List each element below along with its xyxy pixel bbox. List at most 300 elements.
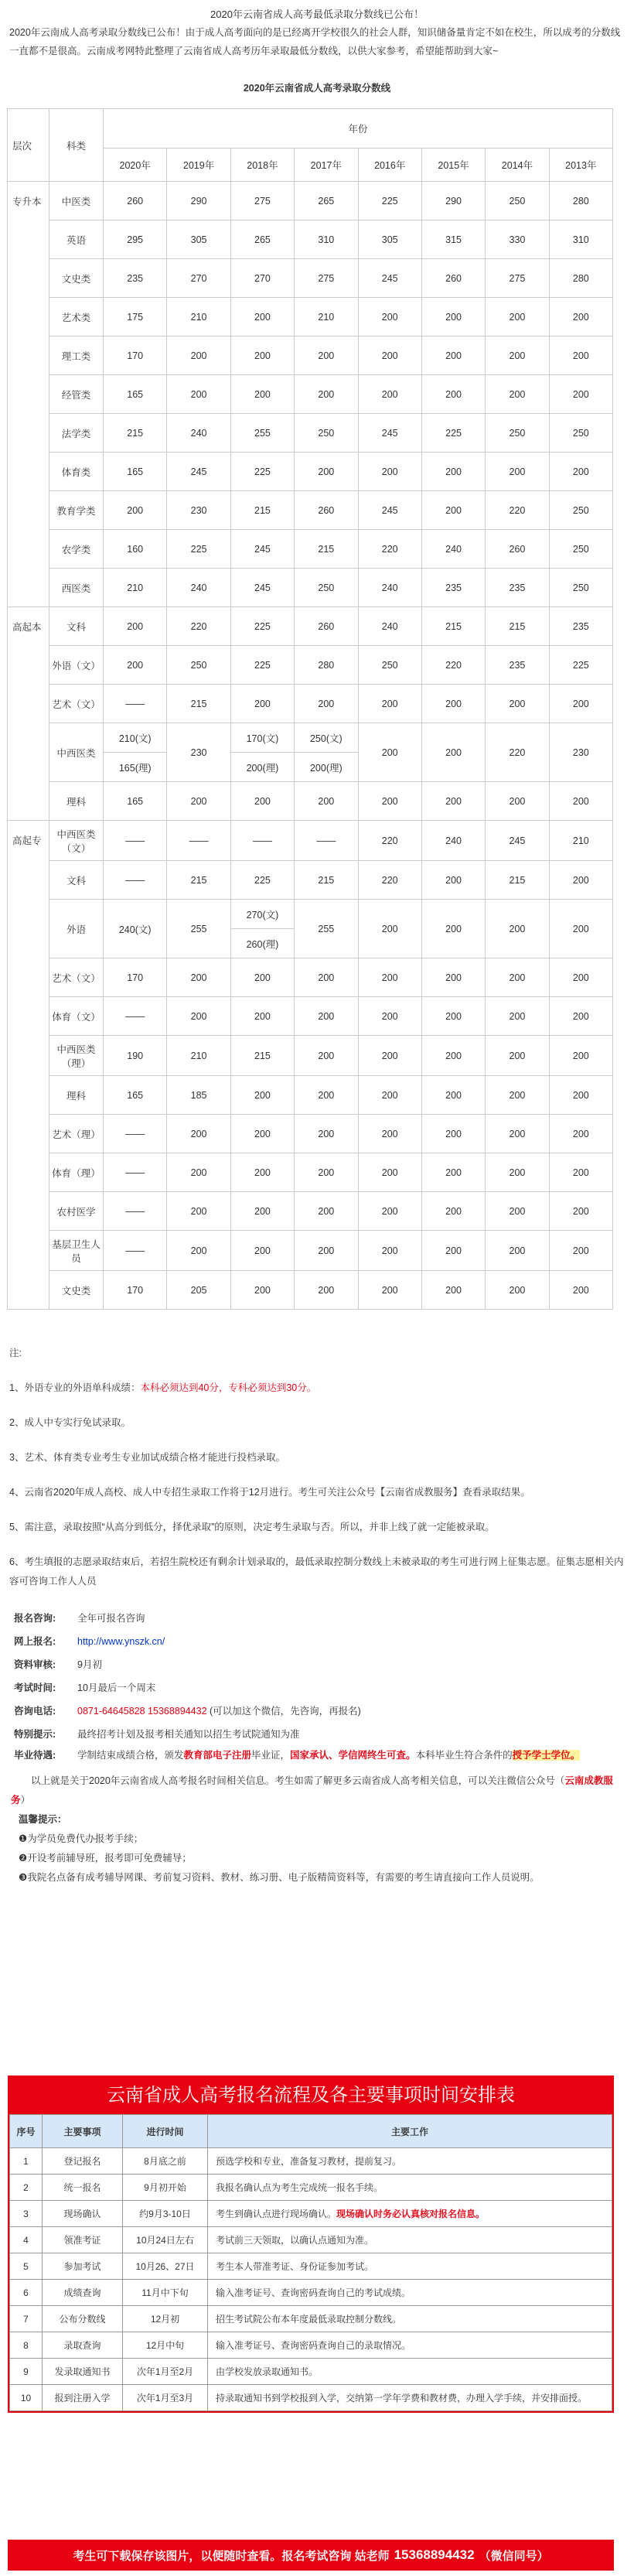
subject-cell: 西医类 xyxy=(49,569,104,607)
schedule-no: 3 xyxy=(10,2201,43,2227)
table-row xyxy=(8,1231,613,1271)
value-cell: 215 xyxy=(486,861,549,900)
value-cell: 200 xyxy=(421,491,485,530)
value-cell: 170 xyxy=(104,337,167,375)
contact-value: 最终招考计划及报考相关通知以招生考试院通知为准 xyxy=(77,1728,300,1740)
value-cell: 220 xyxy=(167,607,230,646)
value-cell: 200 xyxy=(549,1153,612,1192)
value-cell: 200 xyxy=(486,1192,549,1231)
value-cell: 200 xyxy=(295,1076,358,1115)
value-cell: 260 xyxy=(295,491,358,530)
value-cell: 200 xyxy=(549,685,612,723)
table-row xyxy=(8,782,613,821)
contact-key: 特别提示: xyxy=(14,1728,56,1740)
value-cell: 220 xyxy=(358,530,421,569)
schedule-item: 成绩查询 xyxy=(43,2280,123,2306)
value-cell: 275 xyxy=(486,259,549,298)
table-row xyxy=(8,182,613,220)
header-year: 年份 xyxy=(104,109,613,149)
value-cell: 290 xyxy=(421,182,485,220)
schedule-work-text: 考试前三天领取，以确认点通知为准。 xyxy=(216,2235,374,2246)
table-row xyxy=(8,1192,613,1231)
value-cell: 215 xyxy=(167,685,230,723)
schedule-time: 12月初 xyxy=(123,2306,208,2332)
value-cell: 200 xyxy=(549,1231,612,1271)
value-cell: 260 xyxy=(421,259,485,298)
value-cell: 200 xyxy=(549,1115,612,1153)
schedule-work xyxy=(208,2332,612,2359)
schedule-row xyxy=(10,2332,612,2359)
value-cell: 245 xyxy=(230,569,294,607)
value-cell: 245 xyxy=(358,491,421,530)
subject-cell: 教育学类 xyxy=(49,491,104,530)
value-cell: 205 xyxy=(167,1271,230,1310)
schedule-time: 12月中旬 xyxy=(123,2332,208,2359)
footer-banner xyxy=(8,2540,614,2571)
value-cell: 200 xyxy=(549,1271,612,1310)
graduation-text: 本科毕业生符合条件的 xyxy=(415,1750,513,1761)
schedule-time: 次年1月至3月 xyxy=(123,2385,208,2411)
note-6: 6、考生填报的志愿录取结束后，若招生院校还有剩余计划录取的，最低录取控制分数线上未被录取的考生可进行网上征集志愿。征集志愿相关内容可咨询工作人人员 xyxy=(9,1556,624,1587)
schedule-time: 次年1月至2月 xyxy=(123,2359,208,2385)
value-cell: 260 xyxy=(295,607,358,646)
intro-paragraph: 2020年云南成人高考录取分数线已公布！由于成人高考面向的是已经离开学校很久的社会人群，知识储备量肯定不如在校生，所以成考的分数线一直都不是很高。云南成考网特此整理了云南省成人高考历年录取最低分数线，以供大家参考，希望能帮助到大家~ xyxy=(9,27,621,56)
value-cell: 215 xyxy=(230,1036,294,1076)
schedule-item: 统一报名 xyxy=(43,2175,123,2201)
value-cell: 280 xyxy=(549,182,612,220)
value-cell: 245 xyxy=(230,530,294,569)
subject-cell: 中西医类（理） xyxy=(49,1036,104,1076)
subject-cell: 中医类 xyxy=(49,182,104,220)
subject-cell: 文史类 xyxy=(49,1271,104,1310)
value-cell: 200 xyxy=(486,1231,549,1271)
value-cell: —— xyxy=(104,1115,167,1153)
schedule-no: 2 xyxy=(10,2175,43,2201)
subject-cell: 法学类 xyxy=(49,414,104,453)
value-cell: 245 xyxy=(358,259,421,298)
value-cell: 200 xyxy=(358,337,421,375)
value-cell: 200 xyxy=(421,1076,485,1115)
value-cell: 240(文) xyxy=(104,900,167,958)
value-cell: 200 xyxy=(167,1115,230,1153)
header-cell: 进行时间 xyxy=(123,2115,208,2148)
level-cell: 高起专 xyxy=(8,821,49,1310)
contact-value: 全年可报名咨询 xyxy=(77,1612,145,1624)
schedule-work-text: 预选学校和专业，准备复习教材，提前复习。 xyxy=(216,2156,402,2167)
contact-key: 咨询电话: xyxy=(14,1705,56,1717)
value-cell: 200 xyxy=(358,782,421,821)
value-cell: 200 xyxy=(486,1271,549,1310)
value-cell: 200 xyxy=(358,1192,421,1231)
value-cell: 200 xyxy=(421,1115,485,1153)
subject-cell: 理科 xyxy=(49,1076,104,1115)
value-cell: 200 xyxy=(486,337,549,375)
closing-text: 以上就是关于2020年云南省成人高考报名时间相关信息。考生如需了解更多云南省成人高考相关信息，可以关注微信公众号（ xyxy=(31,1775,565,1786)
contact-key: 网上报名: xyxy=(14,1635,56,1647)
note-1-highlight: 本科必须达到40分，专科必须达到30分。 xyxy=(140,1382,317,1393)
subject-cell: 艺术（文） xyxy=(49,958,104,997)
value-cell: 220 xyxy=(358,861,421,900)
value-cell: 200 xyxy=(486,685,549,723)
value-cell: 200 xyxy=(549,900,612,958)
value-cell: 200 xyxy=(230,1076,294,1115)
value-cell: 210 xyxy=(167,298,230,337)
schedule-item: 录取查询 xyxy=(43,2332,123,2359)
value-cell: 200 xyxy=(358,375,421,414)
value-cell: 200 xyxy=(358,1036,421,1076)
schedule-no: 8 xyxy=(10,2332,43,2359)
footer-text: 考生可下载保存该图片，以便随时查看。报名考试咨询 xyxy=(73,2549,352,2563)
table-row xyxy=(8,337,613,375)
value-cell: 260 xyxy=(486,530,549,569)
schedule-item: 领准考证 xyxy=(43,2227,123,2253)
schedule-work xyxy=(208,2385,612,2411)
value-cell: 200 xyxy=(230,1115,294,1153)
value-cell: 190 xyxy=(104,1036,167,1076)
value-cell: 200 xyxy=(230,1271,294,1310)
value-cell: 245 xyxy=(167,453,230,491)
value-cell: 215 xyxy=(104,414,167,453)
value-cell: 200 xyxy=(486,453,549,491)
value-cell: 200 xyxy=(421,685,485,723)
value-cell: 225 xyxy=(358,182,421,220)
note-1 xyxy=(9,1379,625,1398)
value-cell: 250 xyxy=(549,414,612,453)
value-cell: 220 xyxy=(486,491,549,530)
schedule-work xyxy=(208,2148,612,2175)
schedule-work xyxy=(208,2175,612,2201)
level-cell: 高起本 xyxy=(8,607,49,821)
subject-cell: 中西医类 xyxy=(49,723,104,782)
value-cell: 305 xyxy=(358,220,421,259)
value-cell: 165 xyxy=(104,1076,167,1115)
value-cell: 225 xyxy=(230,646,294,685)
value-cell: —— xyxy=(104,861,167,900)
value-cell: 215 xyxy=(421,607,485,646)
value-cell: 200 xyxy=(421,1231,485,1271)
value-cell: 235 xyxy=(549,607,612,646)
graduation-text: 学制结束成绩合格，颁发 xyxy=(77,1750,184,1761)
table-row xyxy=(8,1076,613,1115)
value-cell: 200 xyxy=(295,1036,358,1076)
subject-cell: 中西医类（文） xyxy=(49,821,104,861)
value-cell: 255 xyxy=(230,414,294,453)
subject-cell: 外语 xyxy=(49,900,104,958)
schedule-no: 6 xyxy=(10,2280,43,2306)
value-cell: 165 xyxy=(104,375,167,414)
value-cell: 210 xyxy=(295,298,358,337)
value-cell: 270 xyxy=(167,259,230,298)
value-cell: 250 xyxy=(295,569,358,607)
value-cell: 200 xyxy=(549,997,612,1036)
contact-value: 9月初 xyxy=(77,1659,102,1670)
value-cell: 200 xyxy=(421,861,485,900)
value-cell: 200 xyxy=(295,1231,358,1271)
wechat-account: 云南成教服务 xyxy=(11,1775,613,1806)
value-cell: —— xyxy=(104,1153,167,1192)
schedule-work xyxy=(208,2359,612,2385)
table-title: 2020年云南省成人高考录取分数线 xyxy=(243,83,391,94)
value-cell: 270(文) xyxy=(230,900,294,929)
footer-phone: 15368894432 xyxy=(394,2547,475,2562)
header-cell: 主要工作 xyxy=(208,2115,612,2148)
value-cell: 200 xyxy=(358,900,421,958)
graduation-text: 毕业证， xyxy=(251,1750,291,1761)
year-cell: 2016年 xyxy=(358,149,421,182)
value-cell: 270 xyxy=(230,259,294,298)
schedule-item: 公布分数线 xyxy=(43,2306,123,2332)
value-cell: 200 xyxy=(295,1115,358,1153)
value-cell: 225 xyxy=(230,453,294,491)
subject-cell: 农村医学 xyxy=(49,1192,104,1231)
value-cell: —— xyxy=(104,1231,167,1271)
schedule-time: 11月中下旬 xyxy=(123,2280,208,2306)
schedule-no: 10 xyxy=(10,2385,43,2411)
value-cell: 230 xyxy=(167,723,230,782)
value-cell: 200 xyxy=(230,997,294,1036)
value-cell: 200 xyxy=(549,337,612,375)
schedule-row xyxy=(10,2148,612,2175)
value-cell: 230 xyxy=(167,491,230,530)
value-cell: 215 xyxy=(167,861,230,900)
value-cell: 240 xyxy=(167,569,230,607)
value-cell: 200 xyxy=(295,453,358,491)
value-cell: 200 xyxy=(358,997,421,1036)
closing-text-end: ） xyxy=(20,1795,31,1806)
value-cell: 200 xyxy=(167,782,230,821)
value-cell: 220 xyxy=(358,821,421,861)
value-cell: 255 xyxy=(167,900,230,958)
value-cell: 200 xyxy=(295,997,358,1036)
value-cell: 330 xyxy=(486,220,549,259)
value-cell: 200 xyxy=(486,1036,549,1076)
value-cell: 200 xyxy=(486,298,549,337)
table-row xyxy=(8,259,613,298)
value-cell: 200 xyxy=(358,453,421,491)
tail-section xyxy=(0,1771,634,1888)
subject-cell: 体育（理） xyxy=(49,1153,104,1192)
subject-cell: 文科 xyxy=(49,607,104,646)
value-cell: 215 xyxy=(486,607,549,646)
value-cell: 200 xyxy=(549,958,612,997)
subject-cell: 农学类 xyxy=(49,530,104,569)
value-cell: 200 xyxy=(549,861,612,900)
value-cell: 200 xyxy=(421,1153,485,1192)
value-cell: 225 xyxy=(549,646,612,685)
contact-key: 毕业待遇: xyxy=(14,1750,56,1761)
value-cell: 200 xyxy=(486,958,549,997)
schedule-work-text: 考生到确认点进行现场确认。 xyxy=(216,2209,337,2219)
table-row xyxy=(8,958,613,997)
value-cell: 200 xyxy=(486,375,549,414)
value-cell: 200 xyxy=(104,607,167,646)
year-cell: 2015年 xyxy=(421,149,485,182)
schedule-row xyxy=(10,2385,612,2411)
schedule-row xyxy=(10,2280,612,2306)
value-cell: 200 xyxy=(295,337,358,375)
value-cell: 200 xyxy=(167,958,230,997)
value-cell: 185 xyxy=(167,1076,230,1115)
schedule-work-text: 考生本人带准考证、身份证参加考试。 xyxy=(216,2261,374,2272)
value-cell: 200 xyxy=(295,782,358,821)
value-cell: 225 xyxy=(230,861,294,900)
value-cell: 250(文) xyxy=(295,723,358,753)
phone-note: (可以加这个微信，先咨询，再报名) xyxy=(210,1705,361,1717)
notes-section xyxy=(0,1344,634,1591)
value-cell: 200 xyxy=(230,1153,294,1192)
tips-label: 温馨提示： xyxy=(19,1814,67,1825)
value-cell: —— xyxy=(230,821,294,861)
value-cell: 200 xyxy=(421,453,485,491)
value-cell: 315 xyxy=(421,220,485,259)
contact-key: 资料审核: xyxy=(14,1659,56,1670)
note-5: 5、需注意，录取按照“从高分到低分，择优录取”的原则，决定考生录取与否。所以，并非上线了就一定能被录取。 xyxy=(9,1522,495,1532)
value-cell: 255 xyxy=(295,900,358,958)
value-cell: 200 xyxy=(167,337,230,375)
value-cell: 200 xyxy=(421,337,485,375)
value-cell: 200 xyxy=(167,375,230,414)
subject-cell: 外语（文） xyxy=(49,646,104,685)
value-cell: 200 xyxy=(230,782,294,821)
schedule-item: 登记报名 xyxy=(43,2148,123,2175)
contact-value: 10月最后一个周末 xyxy=(77,1682,156,1693)
phone-number: 0871-64645828 15368894432 xyxy=(77,1705,207,1717)
schedule-time: 10月24日左右 xyxy=(123,2227,208,2253)
contact-key: 报名咨询: xyxy=(14,1612,56,1624)
value-cell: 200 xyxy=(421,958,485,997)
schedule-work xyxy=(208,2227,612,2253)
value-cell: 200(理) xyxy=(295,753,358,782)
subject-cell: 文史类 xyxy=(49,259,104,298)
value-cell: 250 xyxy=(358,646,421,685)
header-row xyxy=(8,109,613,149)
notes-label: 注: xyxy=(9,1348,22,1358)
value-cell: 200 xyxy=(549,1036,612,1076)
value-cell: 200 xyxy=(486,900,549,958)
value-cell: 220 xyxy=(486,723,549,782)
schedule-row xyxy=(10,2359,612,2385)
value-cell: 295 xyxy=(104,220,167,259)
value-cell: 200 xyxy=(358,685,421,723)
header-subject: 科类 xyxy=(49,109,104,182)
schedule-row xyxy=(10,2201,612,2227)
value-cell: 170(文) xyxy=(230,723,294,753)
value-cell: —— xyxy=(295,821,358,861)
value-cell: 245 xyxy=(358,414,421,453)
value-cell: —— xyxy=(104,1192,167,1231)
page-title: 2020年云南省成人高考最低录取分数线已公布！ xyxy=(210,9,424,20)
table-row xyxy=(8,569,613,607)
note-4: 4、云南省2020年成人高校、成人中专招生录取工作将于12月进行。考生可关注公众号【云南省成教服务】查看录取结果。 xyxy=(9,1487,530,1498)
table-row xyxy=(8,646,613,685)
subject-cell: 体育（文） xyxy=(49,997,104,1036)
contact-key: 考试时间: xyxy=(14,1682,56,1693)
value-cell: 200 xyxy=(549,375,612,414)
schedule-time: 8月底之前 xyxy=(123,2148,208,2175)
schedule-work-text: 输入准考证号、查询密码查询自己的考试成绩。 xyxy=(216,2287,411,2298)
footer-wechat-note: （微信同号） xyxy=(479,2549,549,2563)
value-cell: 210 xyxy=(549,821,612,861)
value-cell: 200 xyxy=(295,1192,358,1231)
graduation-highlight: 教育部电子注册 xyxy=(183,1750,252,1761)
value-cell: 200 xyxy=(549,1192,612,1231)
value-cell: 235 xyxy=(421,569,485,607)
value-cell: 200 xyxy=(295,1153,358,1192)
schedule-no: 4 xyxy=(10,2227,43,2253)
value-cell: 200(理) xyxy=(230,753,294,782)
value-cell: 200 xyxy=(167,1153,230,1192)
note-3: 3、艺术、体育类专业考生专业加试成绩合格才能进行投档录取。 xyxy=(9,1452,285,1463)
value-cell: 165 xyxy=(104,782,167,821)
level-cell: 专升本 xyxy=(8,182,49,607)
value-cell: 265 xyxy=(230,220,294,259)
value-cell: 230 xyxy=(549,723,612,782)
tip-1: ❶为学员免费代办报考手续； xyxy=(19,1833,144,1844)
value-cell: 240 xyxy=(421,530,485,569)
header-level: 层次 xyxy=(8,109,49,182)
subject-cell: 经管类 xyxy=(49,375,104,414)
schedule-work-text: 我报名确认点为考生完成统一报名手续。 xyxy=(216,2182,383,2193)
subject-cell: 基层卫生人员 xyxy=(49,1231,104,1271)
value-cell: 170 xyxy=(104,958,167,997)
value-cell: 235 xyxy=(486,646,549,685)
value-cell: 200 xyxy=(358,1271,421,1310)
table-row xyxy=(8,861,613,900)
value-cell: 260(理) xyxy=(230,929,294,958)
value-cell: 250 xyxy=(549,530,612,569)
table-row xyxy=(8,900,613,929)
value-cell: 200 xyxy=(549,1076,612,1115)
subject-cell: 理工类 xyxy=(49,337,104,375)
value-cell: 240 xyxy=(421,821,485,861)
value-cell: 200 xyxy=(358,958,421,997)
schedule-work-text: 招生考试院公布本年度最低录取控制分数线。 xyxy=(216,2314,402,2325)
value-cell: 165 xyxy=(104,453,167,491)
table-row xyxy=(8,414,613,453)
header-cell: 序号 xyxy=(10,2115,43,2148)
subject-cell: 体育类 xyxy=(49,453,104,491)
value-cell: 265 xyxy=(295,182,358,220)
schedule-work-text: 持录取通知书到学校报到入学，交纳第一学年学费和教材费，办理入学手续，并安排面授。 xyxy=(216,2393,588,2403)
value-cell: 200 xyxy=(358,1076,421,1115)
schedule-work-warning: 现场确认时务必认真核对报名信息。 xyxy=(336,2209,486,2219)
header-cell: 主要事项 xyxy=(43,2115,123,2148)
value-cell: 200 xyxy=(421,1192,485,1231)
value-cell: 200 xyxy=(421,1036,485,1076)
value-cell: 200 xyxy=(549,782,612,821)
subject-cell: 艺术类 xyxy=(49,298,104,337)
registration-link[interactable]: http://www.ynszk.cn/ xyxy=(77,1635,165,1647)
value-cell: 240 xyxy=(167,414,230,453)
tip-3: ❸我院名点备有成考辅导网课、考前复习资料、教材、练习册、电子版精简资料等，有需要的考生请直接向工作人员说明。 xyxy=(19,1872,540,1883)
value-cell: 200 xyxy=(358,1231,421,1271)
value-cell: 260 xyxy=(104,182,167,220)
note-2: 2、成人中专实行免试录取。 xyxy=(9,1417,131,1428)
value-cell: 200 xyxy=(230,685,294,723)
value-cell: 200 xyxy=(421,298,485,337)
value-cell: 215 xyxy=(230,491,294,530)
value-cell: 220 xyxy=(421,646,485,685)
schedule-row xyxy=(10,2306,612,2332)
value-cell: 200 xyxy=(295,375,358,414)
note-1-text: 1、外语专业的外语单科成绩： xyxy=(9,1382,141,1393)
value-cell: 210 xyxy=(104,569,167,607)
table-row xyxy=(8,1153,613,1192)
year-cell: 2013年 xyxy=(549,149,612,182)
value-cell: 310 xyxy=(295,220,358,259)
table-row xyxy=(8,375,613,414)
value-cell: 200 xyxy=(358,1153,421,1192)
